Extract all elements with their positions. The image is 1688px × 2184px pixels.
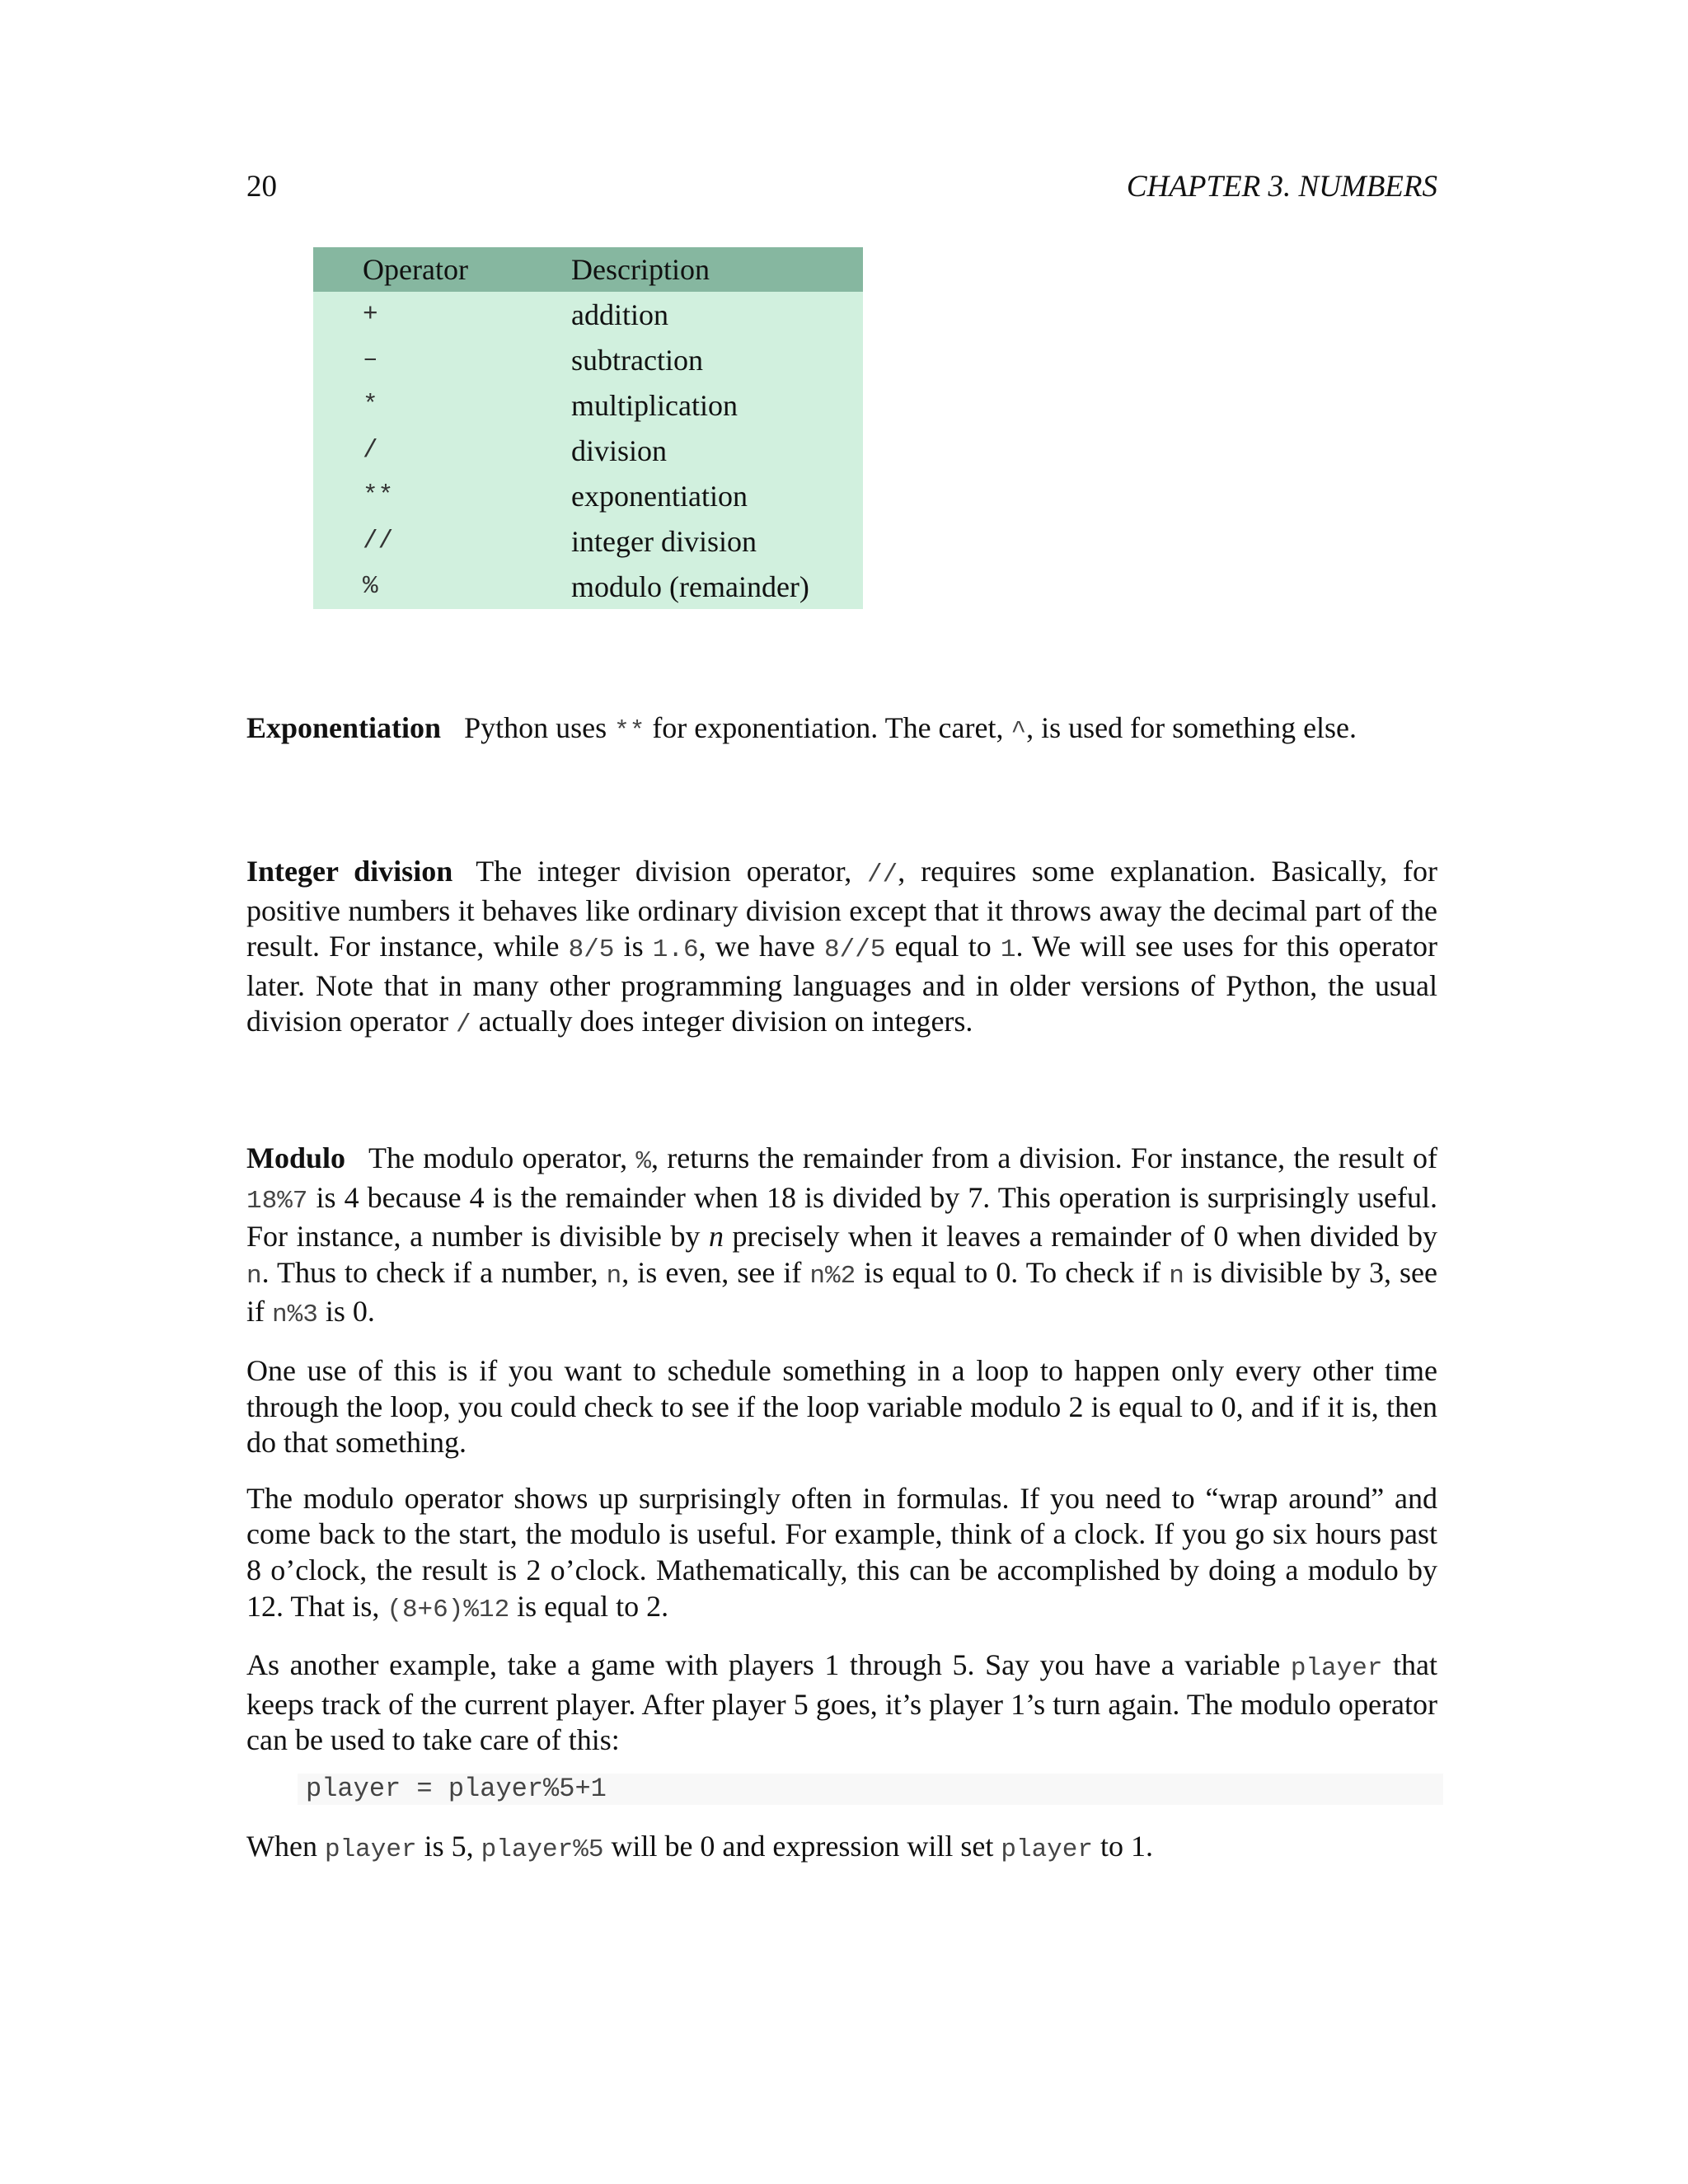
description-cell: exponentiation (571, 473, 863, 518)
table-row (313, 518, 863, 564)
page-header (246, 169, 1437, 210)
inline-code: player (1290, 1654, 1383, 1684)
paragraph: One use of this is if you want to schedule something in a loop to happen only every other time through the loop, you could check to see if the loop variable modulo 2 is equal to 0, and if it is, then do that something. (246, 1353, 1437, 1460)
paragraph: Modulo The modulo operator, %, returns the remainder from a division. For instance, the result of 18%7 is 4 because 4 is the remainder when 18 is divided by 7. This operation is surprisingly useful. For instance, a number is divisible by n precisely when it leaves a remainder of 0 when divided by n. Thus to check if a number, n, is even, see if n%2 is equal to 0. To check if n is divisible by 3, see if n%3 is 0. (246, 1141, 1437, 1330)
description-cell: multiplication (571, 382, 863, 428)
description-cell: addition (571, 292, 863, 337)
inline-code: % (635, 1147, 651, 1176)
section-heading: Modulo (246, 1141, 346, 1174)
section-heading: Integer division (246, 855, 453, 888)
operator-cell: % (313, 564, 571, 609)
table-row (313, 337, 863, 382)
inline-code: // (867, 860, 898, 889)
inline-code: ** (614, 717, 645, 746)
table-row (313, 428, 863, 473)
table-row (313, 564, 863, 609)
column-header-operator: Operator (313, 247, 571, 292)
table-row (313, 473, 863, 518)
paragraph: The modulo operator shows up surprisingly often in formulas. If you need to “wrap around” and come back to the start, the modulo is useful. For example, think of a clock. If you go six hours past 8 o’clock, the result is 2 o’clock. Mathematically, this can be accomplished by doing a modulo by 12. That is, (8+6)%12 is equal to 2. (246, 1481, 1437, 1624)
paragraph: When player is 5, player%5 will be 0 and expression will set player to 1. (246, 1830, 1153, 1864)
description-cell: division (571, 428, 863, 473)
paragraph: Exponentiation Python uses ** for exponentiation. The caret, ^, is used for something else. (246, 711, 1357, 746)
operator-cell: – (313, 337, 571, 382)
operator-cell: * (313, 382, 571, 428)
running-head: CHAPTER 3. NUMBERS (1126, 170, 1437, 204)
inline-code: n (246, 1261, 262, 1291)
section-heading: Exponentiation (246, 711, 442, 744)
table-row (313, 292, 863, 337)
section-exponentiation (246, 710, 1437, 770)
page-number: 20 (246, 170, 277, 204)
inline-code: 1.6 (652, 935, 699, 965)
inline-code: 1 (1000, 935, 1016, 965)
operator-cell: / (313, 428, 571, 473)
operator-cell: + (313, 292, 571, 337)
description-cell: subtraction (571, 337, 863, 382)
section-modulo-closing (246, 1829, 1437, 1888)
paragraph: Integer division The integer division operator, //, requires some explanation. Basically, for positive numbers it behaves like ordinary division except that it throws away the decimal part of the result. For instance, while 8/5 is 1.6, we have 8//5 equal to 1. We will see uses for this operator later. Note that in many other programming languages and in older versions of Python, the usual division operator / actually does integer division on integers. (246, 855, 1438, 1040)
description-cell: integer division (571, 518, 863, 564)
table-row (313, 382, 863, 428)
paragraph: As another example, take a game with players 1 through 5. Say you have a variable player that keeps track of the current player. After player 5 goes, it’s player 1’s turn again. The modulo operator can be used to take care of this: (246, 1648, 1437, 1757)
section-integer-division (246, 854, 1437, 1063)
inline-code: ^ (1010, 717, 1027, 746)
inline-code: player (324, 1835, 417, 1864)
inline-code: player (1001, 1835, 1093, 1864)
inline-code: n%2 (809, 1261, 856, 1291)
inline-code: 18%7 (246, 1186, 308, 1216)
code-block: player = player%5+1 (298, 1774, 1443, 1805)
math-variable: n (708, 1220, 724, 1254)
inline-code: (8+6)%12 (387, 1595, 510, 1624)
table-header-row (313, 247, 863, 292)
inline-code: n (1169, 1261, 1184, 1291)
inline-code: n%3 (272, 1301, 318, 1330)
inline-code: 8//5 (824, 935, 886, 965)
section-modulo (246, 1141, 1437, 1779)
inline-code: player%5 (481, 1835, 604, 1864)
operator-cell: // (313, 518, 571, 564)
inline-code: n (606, 1261, 622, 1291)
operator-table (313, 247, 863, 609)
inline-code: / (455, 1010, 471, 1040)
operator-cell: ** (313, 473, 571, 518)
column-header-description: Description (571, 247, 863, 292)
description-cell: modulo (remainder) (571, 564, 863, 609)
inline-code: 8/5 (568, 935, 615, 965)
